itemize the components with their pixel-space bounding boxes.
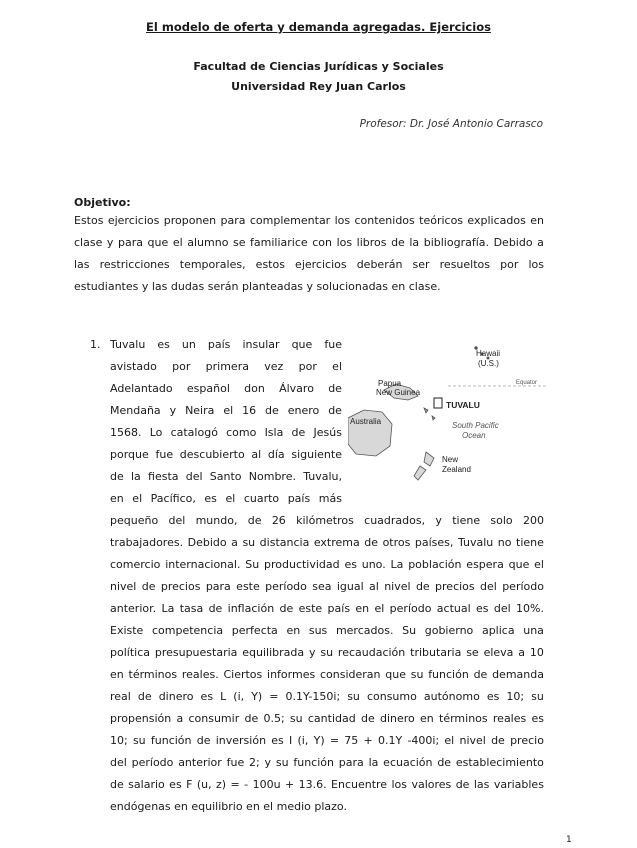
map-label-ocean: Ocean <box>462 431 486 440</box>
exercise-line: Tuvalu es un país insular que fue <box>110 338 342 351</box>
map-label-equator: Equator <box>516 380 538 386</box>
exercise-line: endógenas en equilibrio en el medio plazo. <box>110 800 347 813</box>
objective-line: estudiantes y las dudas serán planteadas y solucionadas en clase. <box>74 280 441 293</box>
exercise-line: de la fiesta del Santo Nombre. Tuvalu, <box>110 470 342 483</box>
university-name: Universidad Rey Juan Carlos <box>231 80 406 93</box>
page-marker: 1 <box>566 835 572 845</box>
exercise-line: comercio internacional. Su productividad es uno. La población espera que el <box>110 558 544 571</box>
objective-heading: Objetivo: <box>74 196 131 209</box>
map-label-new: New <box>442 455 459 464</box>
objective-line: Estos ejercicios proponen para complementar los contenidos teóricos explicados en <box>74 214 544 227</box>
exercise-line: Existe competencia perfecta en sus mercados. Su gobierno aplica una <box>110 624 544 637</box>
map-label-australia: Australia <box>350 417 382 426</box>
exercise-line: real de dinero es L (i, Y) = 0.1Y-150i; su consumo autónomo es 10; su <box>110 690 544 703</box>
professor-name: Profesor: Dr. José Antonio Carrasco <box>359 118 543 130</box>
document-title: El modelo de oferta y demanda agregadas. Ejercicios <box>146 20 491 34</box>
map-label-hawaii: Hawaii <box>476 349 501 358</box>
exercise-line: nivel de precios para este período sea igual al nivel de precios del período <box>110 580 544 593</box>
exercise-line: anterior. La tasa de inflación de este país en el período actual es del 10%. <box>110 602 544 615</box>
exercise-line: trabajadores. Debido a su distancia extrema de otros países, Tuvalu no tiene <box>110 536 544 549</box>
exercise-line: política presupuestaria equilibrada y su recaudación tributaria se eleva a 10 <box>110 646 544 659</box>
new-zealand-shape <box>414 452 434 480</box>
exercise-line: 10; su función de inversión es I (i, Y) = 75 + 0.1Y -400i; el nivel de precio <box>110 734 544 747</box>
exercise-line: propensión a consumir de 0.5; su cantidad de dinero en términos reales es <box>110 712 544 725</box>
map-label-south-pacific: South Pacific <box>452 421 499 430</box>
faculty-name: Facultad de Ciencias Jurídicas y Sociales <box>193 60 444 73</box>
exercise-line: de salario es F (u, z) = - 100u + 13.6. Encuentre los valores de las variables <box>110 778 544 791</box>
exercise-line: 1568. Lo catalogó como Isla de Jesús <box>110 426 342 439</box>
objective-line: clase y para que el alumno se familiarice con los libros de la bibliografía. Debido a <box>74 236 544 249</box>
exercise-line: porque fue descubierto al día siguiente <box>110 448 342 461</box>
map-label-zealand: Zealand <box>442 465 471 474</box>
exercise-line: avistado por primera vez por el <box>110 360 342 373</box>
objective-line: las restricciones temporales, estos ejercicios deberán ser resueltos por los <box>74 258 544 271</box>
map-label-new-guinea: New Guinea <box>376 388 421 397</box>
exercise-line: pequeño del mundo, de 26 kilómetros cuadrados, y tiene solo 200 <box>110 514 544 527</box>
map-label-tuvalu: TUVALU <box>446 400 480 410</box>
map-label-us: (U.S.) <box>478 359 499 368</box>
tuvalu-marker <box>434 398 442 408</box>
exercise-line: Mendaña y Neira el 16 de enero de <box>110 404 342 417</box>
exercise-line: en el Pacífico, es el cuarto país más <box>110 492 342 505</box>
pacific-map <box>348 340 548 490</box>
map-label-papua: Papua <box>378 379 402 388</box>
exercise-line: en términos reales. Ciertos informes consideran que su función de demanda <box>110 668 544 681</box>
exercise-number: 1. <box>90 338 101 351</box>
exercise-line: Adelantado español don Álvaro de <box>110 382 342 395</box>
exercise-line: del período anterior fue 2; y su función para la ecuación de establecimiento <box>110 756 544 769</box>
